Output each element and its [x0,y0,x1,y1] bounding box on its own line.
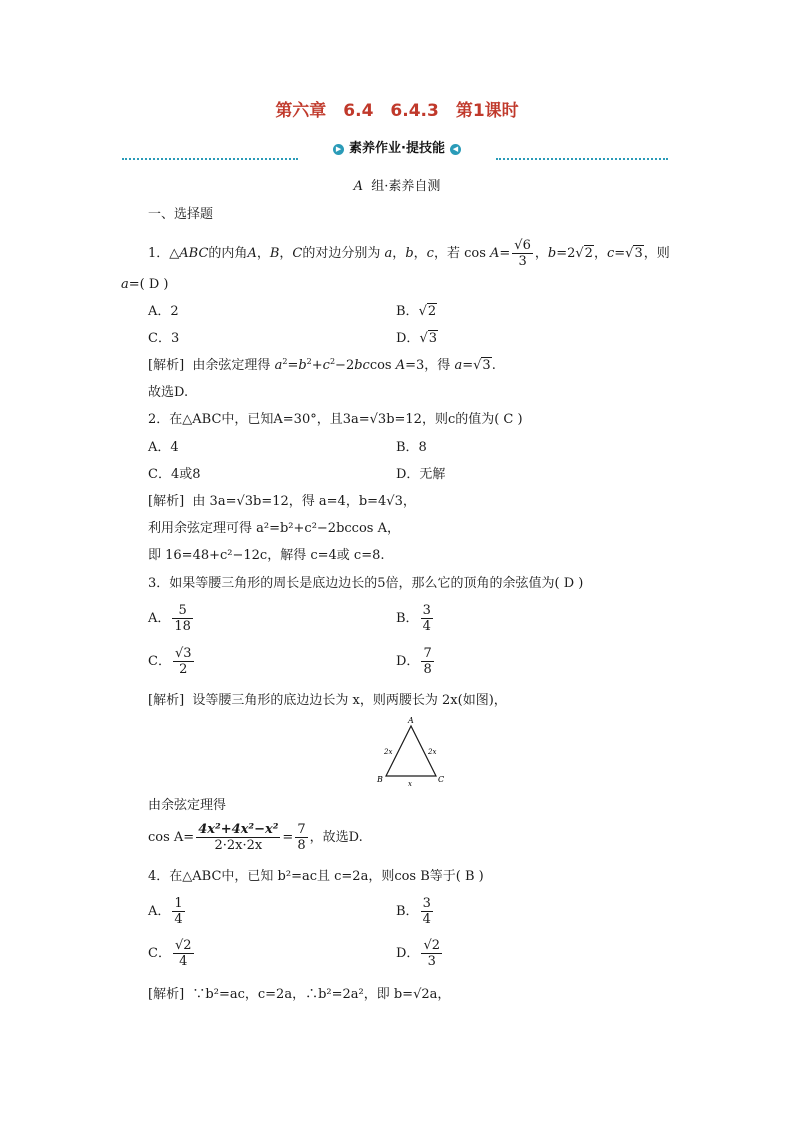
play-right-icon: ▶ [333,144,344,155]
right-side-label: 2x [428,748,437,756]
q2-analysis: [解析] 由 3a=√3b=12，得 a=4，b=4√3， [148,494,416,509]
banner-label: 素养作业·提技能 [349,141,445,156]
group-heading: A 组·素养自测 [353,179,441,194]
page-title: 第六章 6.4 6.4.3 第1课时 [275,101,519,121]
q2-analysis-line3: 即 16=48+c²−12c，解得 c=4或 c=8. [148,548,385,563]
q3-option-b: B． $\frac{3}{4}$ [396,603,431,634]
banner-right-rule [496,158,668,160]
vertex-a-label: A [408,716,414,725]
question-1-answer: a=( D ) [121,277,169,292]
q4-option-d: D． $\frac{√2}{3}$ [396,938,440,969]
q3-option-d: D． $\frac{7}{8}$ [396,646,432,677]
isosceles-triangle-figure [374,714,450,790]
vertex-c-label: C [438,775,445,784]
q2-option-c: C．4或8 [148,467,201,482]
base-label: x [408,780,412,788]
q3-cos-formula: cos A= $\frac{\text{4x²+4x²−x²}}{2\cdot 2x\cdot 2x}$ = $\frac{7}{8}$ ，故选D. [148,822,363,853]
q4-option-c: C． $\frac{√2}{4}$ [148,938,192,969]
q3-analysis-line2: 由余弦定理得 [148,798,227,813]
q2-analysis-line2: 利用余弦定理可得 a²=b²+c²−2bccos A， [148,521,400,536]
question-2-stem: 2．在△ABC中，已知A=30°，且3a=√3b=12，则c的值为( C ) [148,412,523,427]
q4-analysis: [解析] ∵b²=ac，c=2a，∴b²=2a²，即 b=√2a， [148,987,451,1002]
q1-option-b: B．√2 [396,304,437,319]
q3-option-a: A． $\frac{5}{18}$ [148,603,191,634]
q1-option-c: C．3 [148,331,180,346]
banner-left-rule [122,158,298,160]
q4-option-b: B． $\frac{3}{4}$ [396,896,431,927]
question-1-stem: 1．△ABC的内角A，B，C的对边分别为 a，b，c，若 cos A= $\frac{√6}{3}$ ，b=2√2，c=√3，则 [148,238,670,269]
q1-analysis: [解析] 由余弦定理得 $a^2=b^2+c^2-2bccos$ A=3，得 a=√3. [148,357,496,373]
question-3-stem: 3．如果等腰三角形的周长是底边边长的5倍，那么它的顶角的余弦值为( D ) [148,576,584,591]
question-4-stem: 4．在△ABC中，已知 b²=ac且 c=2a，则cos B等于( B ) [148,869,484,884]
q4-option-a: A． $\frac{1}{4}$ [148,896,183,927]
q1-conclusion: 故选D. [148,385,189,400]
play-left-icon: ◀ [450,144,461,155]
q1-option-d: D．√3 [396,331,438,346]
q2-option-d: D．无解 [396,467,446,482]
section-heading: 一、选择题 [148,207,214,222]
q2-option-b: B．8 [396,440,427,455]
left-side-label: 2x [384,748,393,756]
vertex-b-label: B [377,775,383,784]
q2-option-a: A．4 [148,440,179,455]
section-banner [300,137,494,159]
q3-option-c: C． $\frac{√3}{2}$ [148,646,192,677]
q3-analysis: [解析] 设等腰三角形的底边边长为 x，则两腰长为 2x(如图)， [148,693,507,708]
q1-option-a: A．2 [148,304,179,319]
